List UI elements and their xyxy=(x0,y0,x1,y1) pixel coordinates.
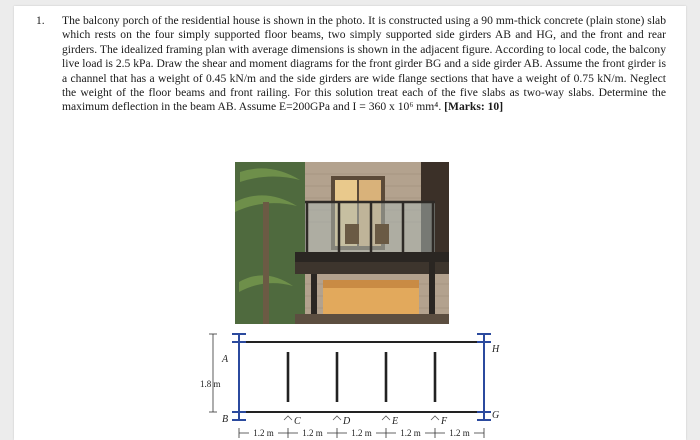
label-G: G xyxy=(492,410,500,421)
document-page xyxy=(14,6,686,440)
label-C: C xyxy=(294,416,301,427)
label-D: D xyxy=(343,416,351,427)
label-A: A xyxy=(222,354,229,365)
label-B: B xyxy=(222,414,229,425)
side-girder-HG xyxy=(477,334,491,420)
problem-number: 1. xyxy=(36,14,45,27)
bay-dimension-1: 1.2 m xyxy=(253,428,274,438)
label-F: F xyxy=(441,416,448,427)
balcony-photo xyxy=(235,162,449,324)
label-H: H xyxy=(492,344,500,355)
label-E: E xyxy=(392,416,399,427)
problem-marks: [Marks: 10] xyxy=(444,100,504,114)
framing-plan-diagram xyxy=(14,328,686,440)
bay-dimension-2: 1.2 m xyxy=(302,428,323,438)
bay-dimension-3: 1.2 m xyxy=(351,428,372,438)
bay-dimension-5: 1.2 m xyxy=(449,428,470,438)
side-girder-AB xyxy=(232,334,246,420)
problem-text: The balcony porch of the residential house is shown in the photo. It is constructed using a 90 mm-thick concrete (plain stone) slab which rests on the four simply supported floor beams, two simply supported side girders AB and HG, and the front and rear girders. The idealized framing plan with average dimensions is shown in the adjacent figure. According to local code, the balcony live load is 2.5 kPa. Draw the shear and moment diagrams for the front girder BG and a side girder AB. Assume the front girder is a channel that has a weight of 0.45 kN/m and the side girders are wide flange sections that have a weight of 0.75 kN/m. Neglect the weight of the floor beams and front railing. For this solution treat each of the five slabs as two-way slabs. Determine the maximum deflection in the beam AB. Assume E=200GPa and I = 360 x 10⁶ mm⁴. xyxy=(62,14,666,114)
problem-statement xyxy=(36,14,666,115)
bay-dimension-4: 1.2 m xyxy=(400,428,421,438)
side-dimension-label: 1.8 m xyxy=(200,379,221,389)
